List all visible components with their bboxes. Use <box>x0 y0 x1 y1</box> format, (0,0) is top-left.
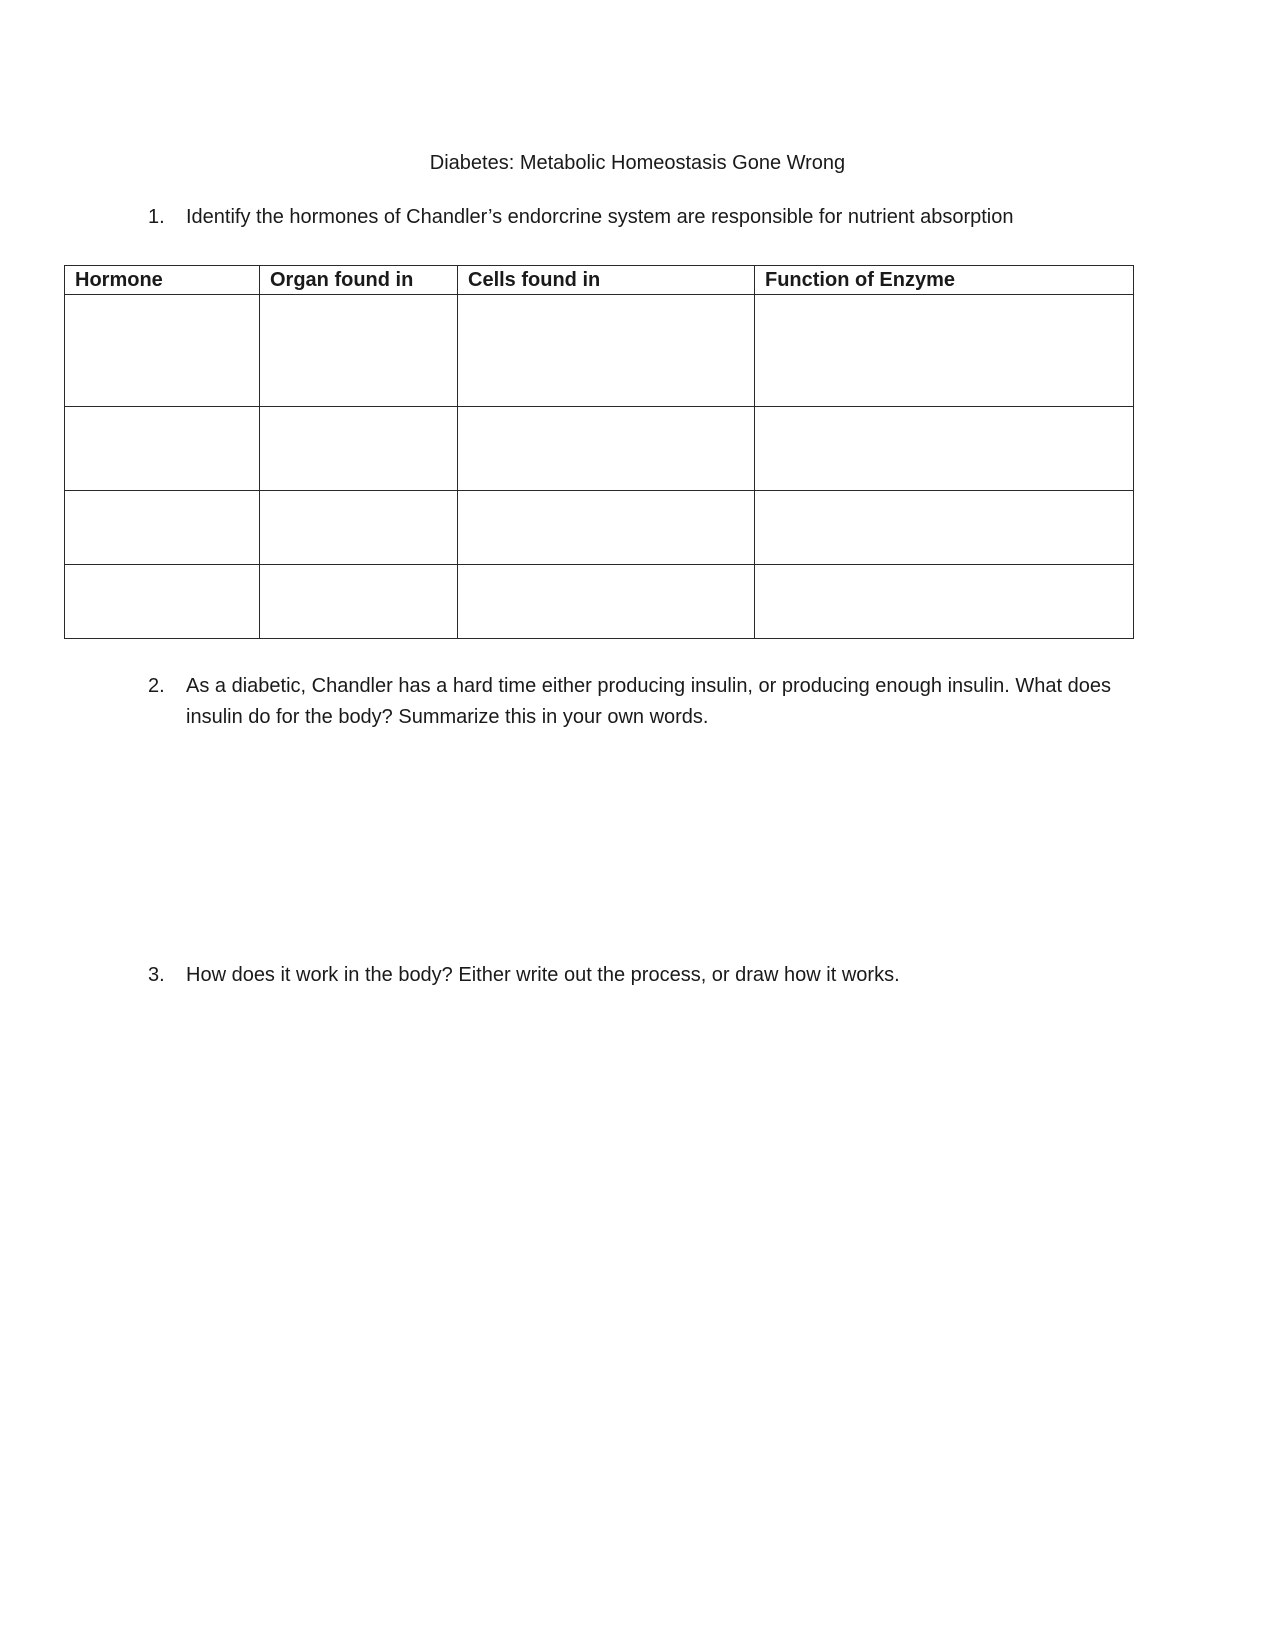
table-cell[interactable] <box>755 407 1134 491</box>
table-row <box>65 407 1134 491</box>
page-title: Diabetes: Metabolic Homeostasis Gone Wrong <box>429 152 846 174</box>
table-cell[interactable] <box>458 491 755 565</box>
table-cell[interactable] <box>260 407 458 491</box>
column-header-organ: Organ found in <box>260 266 458 295</box>
question-1 <box>148 202 1158 233</box>
column-header-cells: Cells found in <box>458 266 755 295</box>
table-cell[interactable] <box>458 295 755 407</box>
question-text: As a diabetic, Chandler has a hard time either producing insulin, or producing enough insulin. What does insulin do for the body? Summarize this in your own words. <box>186 675 1111 728</box>
table-header-row <box>65 266 1134 295</box>
column-header-hormone: Hormone <box>65 266 260 295</box>
table-row <box>65 491 1134 565</box>
table-cell[interactable] <box>458 407 755 491</box>
question-number: 2. <box>148 675 165 697</box>
question-3 <box>148 960 1158 991</box>
column-header-function: Function of Enzyme <box>755 266 1134 295</box>
table-row <box>65 565 1134 639</box>
table-cell[interactable] <box>65 565 260 639</box>
table-cell[interactable] <box>65 295 260 407</box>
question-number: 1. <box>148 206 165 228</box>
table-cell[interactable] <box>458 565 755 639</box>
table-cell[interactable] <box>65 491 260 565</box>
table-cell[interactable] <box>260 565 458 639</box>
question-2 <box>148 671 1158 733</box>
table-cell[interactable] <box>755 565 1134 639</box>
table-cell[interactable] <box>65 407 260 491</box>
table-cell[interactable] <box>755 295 1134 407</box>
question-number: 3. <box>148 964 165 986</box>
table-cell[interactable] <box>260 491 458 565</box>
question-text: Identify the hormones of Chandler’s endorcrine system are responsible for nutrient absorption <box>186 206 1014 228</box>
table-cell[interactable] <box>755 491 1134 565</box>
question-text: How does it work in the body? Either write out the process, or draw how it works. <box>186 964 900 986</box>
table-row <box>65 295 1134 407</box>
hormone-table <box>64 265 1134 639</box>
table-cell[interactable] <box>260 295 458 407</box>
